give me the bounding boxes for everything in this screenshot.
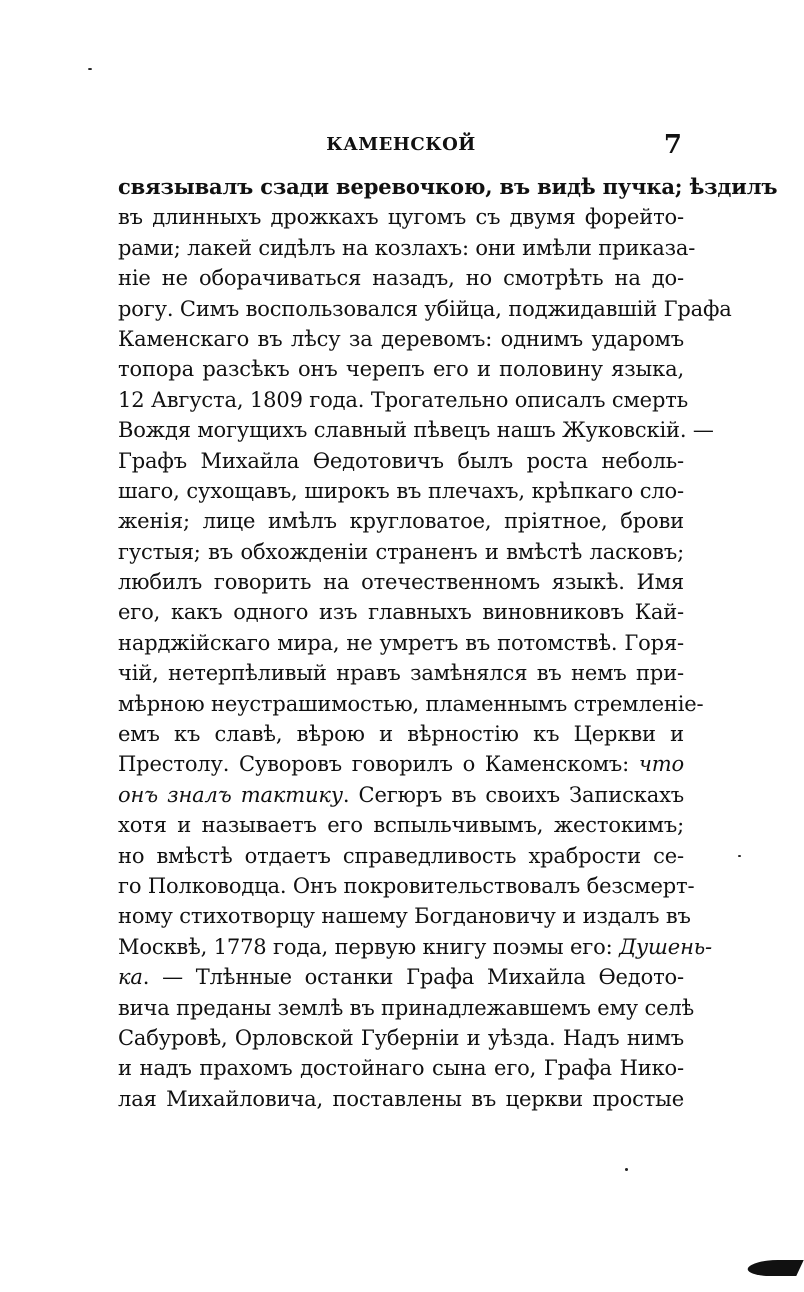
text-segment: . — Тлѣнные останки Графа Михайла Ѳедото- xyxy=(142,965,684,990)
text-line-with-italic xyxy=(118,932,712,962)
text-line: чій, нетерпѣливый нравъ замѣнялся въ немъ при- xyxy=(118,661,684,686)
text-line: любилъ говорить на отечественномъ языкѣ. Имя xyxy=(118,570,684,595)
scan-edge-mark xyxy=(744,1260,803,1276)
text-line: вича преданы землѣ въ принадлежавшемъ ему селѣ xyxy=(118,995,695,1020)
text-line: его, какъ одного изъ главныхъ виновниковъ Кай- xyxy=(118,600,684,625)
text-line: ніе не оборачиваться назадъ, но смотрѣть на до- xyxy=(118,266,684,291)
text-line: лая Михайловича, поставлены въ церкви простые xyxy=(118,1086,684,1111)
italic-phrase: Душень- xyxy=(619,934,712,959)
text-line: го Полководца. Онъ покровительствовалъ безсмерт- xyxy=(118,873,695,898)
text-line: рами; лакей сидѣлъ на козлахъ: они имѣли приказа- xyxy=(118,235,696,260)
text-segment: Москвѣ, 1778 года, первую книгу поэмы его: xyxy=(118,934,620,959)
text-line: въ длинныхъ дрожкахъ цугомъ съ двумя форейто- xyxy=(118,205,684,230)
text-line-with-italic xyxy=(118,962,684,992)
italic-phrase: что xyxy=(638,752,684,777)
text-line: Каменскаго въ лѣсу за деревомъ: однимъ ударомъ xyxy=(118,326,684,351)
text-body xyxy=(118,172,778,1114)
text-line: рогу. Симъ воспользовался убійца, поджидавшій Графа xyxy=(118,296,732,321)
running-head xyxy=(118,130,684,162)
running-title: КАМЕНСКОЙ xyxy=(326,134,476,155)
text-line: 12 Августа, 1809 года. Трогательно описалъ смерть xyxy=(118,387,689,412)
text-line: Графъ Михайла Ѳедотовичъ былъ роста неболь- xyxy=(118,448,684,473)
page-number: 7 xyxy=(663,130,682,160)
text-line: связывалъ сзади веревочкою, въ видѣ пучка; ѣздилъ xyxy=(118,174,778,199)
text-line: но вмѣстѣ отдаетъ справедливость храбрости се- xyxy=(118,843,684,868)
print-speck xyxy=(625,1168,628,1171)
print-speck xyxy=(88,68,92,70)
text-line: топора разсѣкъ онъ черепъ его и половину языка, xyxy=(118,357,684,382)
text-segment: Престолу. Суворовъ говорилъ о Каменскомъ: xyxy=(118,752,639,777)
text-segment: . Сегюръ въ своихъ Запискахъ xyxy=(342,782,684,807)
text-line: хотя и называетъ его вспыльчивымъ, жестокимъ; xyxy=(118,813,684,838)
text-line: Сабуровѣ, Орловской Губерніи и уѣзда. Надъ нимъ xyxy=(118,1025,684,1050)
text-line-with-italic xyxy=(118,780,684,810)
text-line: ному стихотворцу нашему Богдановичу и издалъ въ xyxy=(118,904,691,929)
text-line: женія; лице имѣлъ кругловатое, пріятное, брови xyxy=(118,509,684,534)
text-line: Вождя могущихъ славный пѣвецъ нашъ Жуковскій. — xyxy=(118,418,714,443)
print-speck xyxy=(738,855,741,857)
text-line: емъ къ славѣ, вѣрою и вѣрностію къ Церкви и xyxy=(118,722,684,747)
text-line-with-italic xyxy=(118,749,684,779)
text-line: нарджійскаго мира, не умретъ въ потомствѣ. Горя- xyxy=(118,630,684,655)
text-line: шаго, сухощавъ, широкъ въ плечахъ, крѣпкаго сло- xyxy=(118,478,684,503)
text-line: и надъ прахомъ достойнаго сына его, Графа Нико- xyxy=(118,1056,684,1081)
italic-phrase: ка xyxy=(118,965,143,990)
text-line: мѣрною неустрашимостью, пламеннымъ стремленіе- xyxy=(118,691,704,716)
text-line: густыя; въ обхожденіи страненъ и вмѣстѣ ласковъ; xyxy=(118,539,684,564)
italic-phrase: онъ зналъ тактику xyxy=(118,782,343,807)
